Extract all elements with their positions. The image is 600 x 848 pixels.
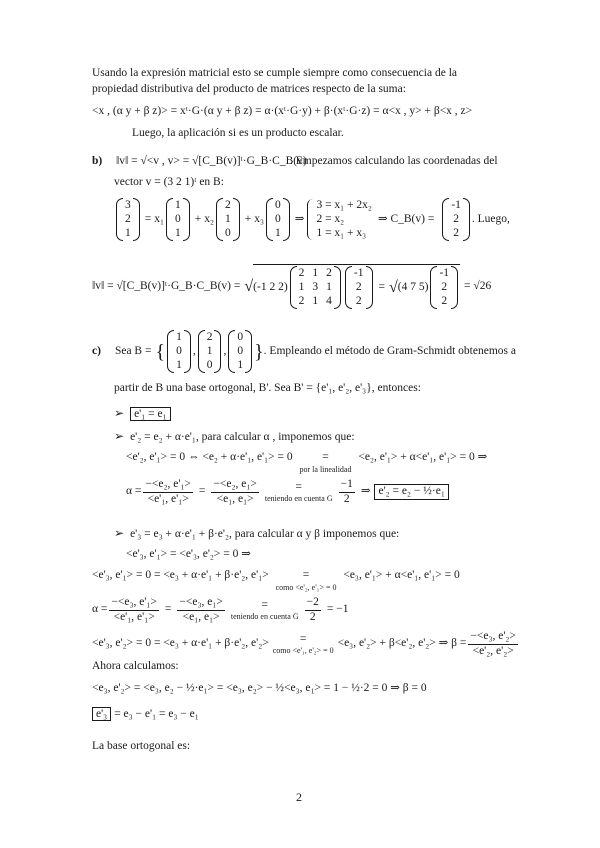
step-2: ➢ e'₂ = e₂ + α·e'₁, para calcular α , imponemos que: <box>114 429 355 443</box>
part-c-text-2: partir de B una base ortogonal, B'. Sea B' = {e'₁, e'₂, e'₃}, entonces: <box>114 382 421 394</box>
intro-conclusion: Luego, la aplicación si es un producto escalar. <box>132 127 344 139</box>
intro-formula: <x , (α y + β z)> = xᵗ·G·(α y + β z) = α·(xᵗ·G·y) + β·(xᵗ·G·z) = α<x , y> + β<x , z> <box>92 105 473 117</box>
step-3-equation-2: <e'₃, e'₂> = 0 = <e₃ + α·e'₁ + β·e'₂, e'₂> = como <e'₁, e'₂> = 0 <e₃, e'₂> + β<e'₂, e'₂> ⇒ β = $\frac{\text{−<e₃, e'₂>}}{\text{<e'₂, e'₂>}}$ <box>92 630 516 657</box>
step-2-result: e'₂ = e₂ − ½·e₁ <box>374 484 448 500</box>
basis-col-1: 1 0 1 <box>166 198 190 241</box>
step-3: ➢ e'₃ = e₃ + α·e'₁ + β·e'₂, para calcular α y β imponemos que: <box>114 526 400 540</box>
orthogonal-basis-label: La base ortogonal es: <box>92 740 191 752</box>
intro-line-1: Usando la expresión matricial esto se cumple siempre como consecuencia de la <box>92 67 457 79</box>
step-1: ➢ e'₁ = e₁ <box>114 406 171 422</box>
page-number: 2 <box>296 790 302 804</box>
step-3-condition: <e'₃, e'₁> = <e'₃, e'₂> = 0 ⇒ <box>126 548 251 560</box>
step-3-equation-1: <e'₃, e'₁> = 0 = <e₃ + α·e'₁ + β·e'₂, e'₁> = como <e'₂, e'₁> = 0 <e₃, e'₁> + α<e'₁, e'₁> = 0 <box>92 569 460 592</box>
vector-v-matrix: 3 2 1 <box>116 198 140 241</box>
linear-system: 3 = x₁ + 2x₂ 2 = x₂ 1 = x₁ + x₃ <box>307 199 372 240</box>
alpha-computation: α = $\frac{\text{−<e₂, e'₁>}}{\text{<e'₁, e'₁>}}$ = $\frac{\text{−<e₂, e₁>}}{\text{<e₁, e₁>}}$ = teniendo en cuenta G $\frac{-1}{2}$ ⇒ e'₂ = e₂ − ½·e₁ <box>126 478 449 507</box>
norm-computation: ‖v‖ = √[C_B(v)]ᵗ·G_B·C_B(v) = √ (-1 2 2) 2 1 2 1 3 1 2 1 4 -1 2 2 = √ (4 7 5) -1 2 2 = √26 <box>92 264 491 309</box>
beta-computation: <e₃, e'₂> = <e₃, e₂ − ½·e₁> = <e₃, e₂> − ½<e₃, e₁> = 1 − ½·2 = 0 ⇒ β = 0 <box>92 682 427 694</box>
coordinates-result: -1 2 2 <box>442 198 470 241</box>
part-b-text-1: . Empezamos calculando las coordenadas del <box>290 155 498 167</box>
part-b-text-2: vector v = (3 2 1)ᵗ en B: <box>114 176 224 188</box>
intro-line-2: propiedad distributiva del producto de matrices respecto de la suma: <box>92 83 406 95</box>
part-b-label: b) <box>92 155 103 167</box>
coordinates-equation: 3 2 1 = x₁ 1 0 1 + x₂ 2 1 0 + x₃ 0 0 1 ⇒ 3 = x₁ + 2x₂ 2 = x₂ 1 = x₁ + x₃ ⇒ C_B(v) = -1 2 2 . Luego, <box>114 198 510 241</box>
step-3-result: e'₃ = e₃ − e'₁ = e₃ − e₁ <box>92 708 199 722</box>
gram-matrix: 2 1 2 1 3 1 2 1 4 <box>290 266 341 309</box>
basis-col-2: 2 1 0 <box>216 198 240 241</box>
step-2-equation: <e'₂, e'₁> = 0 ⇔ <e₂ + α·e'₁, e'₁> = 0 = por la linealidad <e₂, e'₁> + α<e'₁, e'₁> = 0 ⇒ <box>126 451 488 474</box>
ahora-calculamos: Ahora calculamos: <box>92 660 179 672</box>
norm-definition: ‖v‖ = √<v , v> = √[C_B(v)]ᵗ·G_B·C_B(v) <box>116 155 307 167</box>
part-c-header: c) Sea B = { 1 0 1 , 2 1 0 , 0 0 1 } . Empleando el método de Gram-Schmidt obtenemos a <box>92 330 516 373</box>
basis-col-3: 0 0 1 <box>266 198 290 241</box>
alpha-step-3: α = $\frac{\text{−<e₃, e'₁>}}{\text{<e'₁, e'₁>}}$ = $\frac{\text{−<e₃, e₁>}}{\text{<e₁, e₁>}}$ = teniendo en cuenta G $\frac{-2}{2}$ = −1 <box>92 596 349 623</box>
